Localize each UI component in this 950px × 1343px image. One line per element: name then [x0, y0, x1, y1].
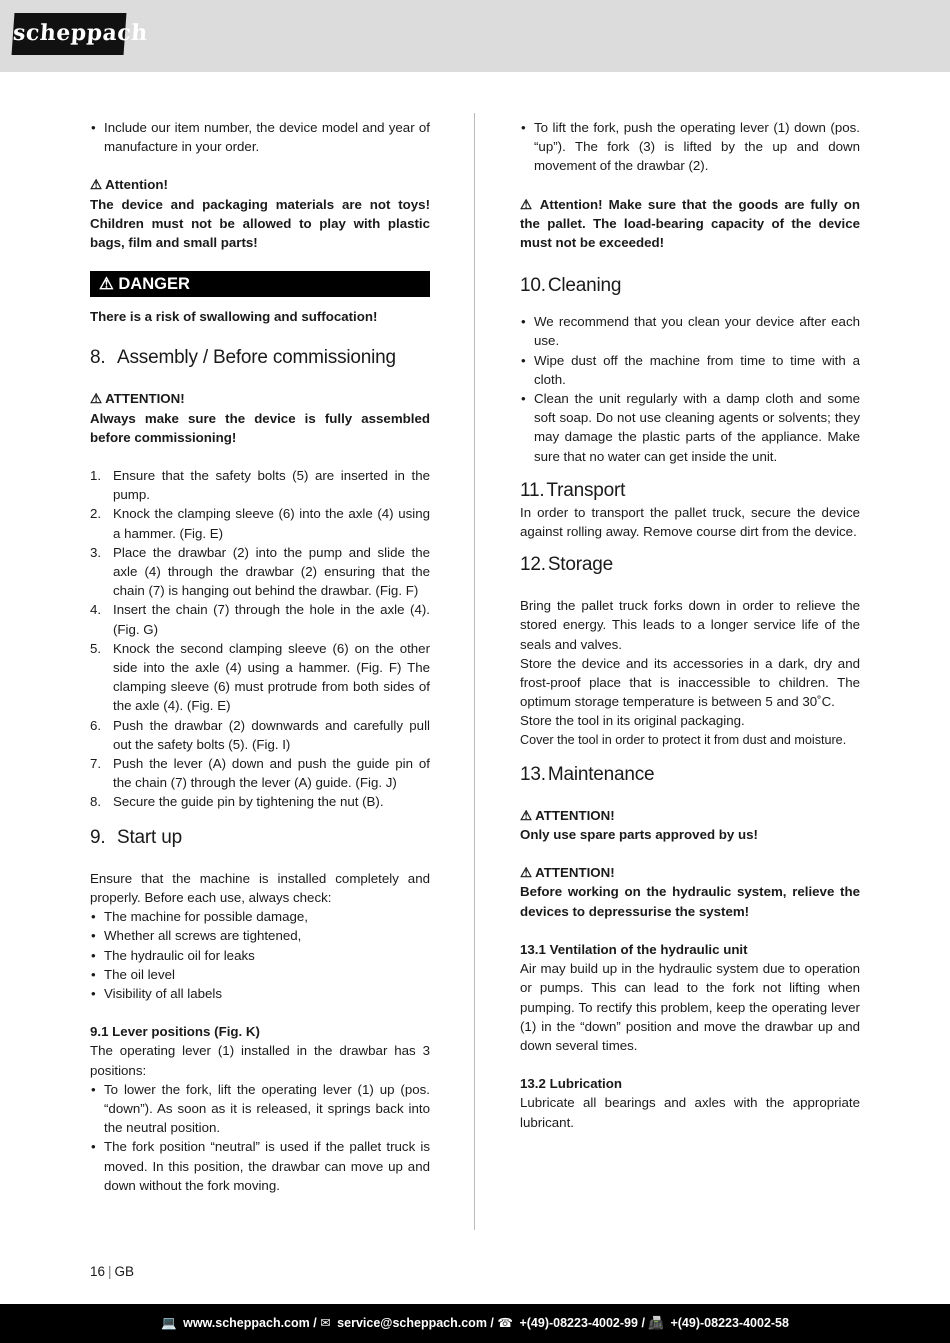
website-link[interactable]: www.scheppach.com — [183, 1316, 310, 1330]
subsection-title: 9.1 Lever positions (Fig. K) — [90, 1024, 260, 1040]
attention-text: Before working on the hydraulic system, relieve the devices to depressurise the system! — [520, 884, 860, 919]
mail-icon: ✉ — [320, 1316, 331, 1330]
list-item: 4. Insert the chain (7) through the hole in the axle (4). (Fig. G) — [90, 602, 430, 637]
scheppach-logo: scheppach — [12, 13, 127, 55]
phone-icon: ☎ — [497, 1316, 513, 1330]
list-item: • Wipe dust off the machine from time to time with a cloth. — [520, 351, 860, 389]
section-heading-8: 8. Assembly / Before commissioning — [90, 347, 396, 369]
section-heading-13: 13. Maintenance — [520, 763, 655, 785]
list-item: 8. Secure the guide pin by tightening the nut (B). — [90, 794, 384, 810]
section-heading-12: 12. Storage — [520, 554, 613, 576]
intro-bullets — [90, 118, 430, 156]
list-item: 2. Knock the clamping sleeve (6) into the axle (4) using a hammer. (Fig. E) — [90, 506, 430, 541]
computer-icon: 💻 — [161, 1316, 177, 1330]
fax-number: +(49)-08223-4002-58 — [670, 1316, 789, 1330]
cleaning-bullets — [520, 312, 860, 466]
danger-text: There is a risk of swallowing and suffocation! — [90, 309, 378, 325]
attention-title: ⚠ ATTENTION! — [520, 807, 615, 823]
danger-banner: ⚠ DANGER — [90, 271, 430, 297]
list-item: • We recommend that you clean your device after each use. — [520, 312, 860, 350]
storage-text: Cover the tool in order to protect it from dust and moisture. — [520, 732, 847, 747]
list-item: • Whether all screws are tightened, — [90, 926, 430, 945]
page-footer: 💻 www.scheppach.com / ✉ service@scheppach.com / ☎ +(49)-08223-4002-99 / 📠 +(49)-08223-4002-58 — [0, 1304, 950, 1343]
transport-text: In order to transport the pallet truck, secure the device against rolling away. Remove course dirt from the device. — [520, 504, 860, 540]
assembly-steps — [90, 466, 430, 812]
startup-checks — [90, 907, 430, 1003]
section-heading-11: 11. Transport — [520, 479, 626, 501]
list-item: 7. Push the lever (A) down and push the guide pin of the chain (7) through the lever (A) guide. (Fig. J) — [90, 756, 430, 791]
section-heading-9: 9. Start up — [90, 826, 182, 848]
page-header — [0, 0, 950, 72]
list-item: • The hydraulic oil for leaks — [90, 946, 430, 965]
section-heading-10: 10. Cleaning — [520, 275, 622, 297]
list-item: • The machine for possible damage, — [90, 907, 430, 926]
column-divider — [474, 113, 475, 1230]
list-item: 6. Push the drawbar (2) downwards and carefully pull out the safety bolts (5). (Fig. I) — [90, 717, 430, 752]
attention-title: ⚠ ATTENTION! — [520, 865, 615, 881]
storage-text: Bring the pallet truck forks down in order to relieve the stored energy. This leads to a longer service life of the seals and valves. — [520, 598, 860, 652]
subsection-text: Air may build up in the hydraulic system due to operation or pumps. This can lead to the fork not lifting when pumping. To rectify this problem, keep the operating lever (1) in the “down” position and move the drawbar up and down several times. — [520, 961, 860, 1053]
list-item: • The oil level — [90, 965, 430, 984]
list-item: 1. Ensure that the safety bolts (5) are inserted in the pump. — [90, 468, 430, 503]
subsection-text: The operating lever (1) installed in the drawbar has 3 positions: — [90, 1043, 430, 1078]
right-column — [520, 118, 860, 1132]
subsection-title: 13.1 Ventilation of the hydraulic unit — [520, 941, 748, 957]
list-item: • To lift the fork, push the operating lever (1) down (pos. “up”). The fork (3) is lifted by the up and down movement of the drawbar (2). — [520, 118, 860, 176]
startup-intro: Ensure that the machine is installed completely and properly. Before each use, always check: — [90, 870, 430, 905]
list-item: • Visibility of all labels — [90, 984, 430, 1003]
storage-text: Store the device and its accessories in a dark, dry and frost-proof place that is inaccessible to children. The optimum storage temperature is between 5 and 30˚C. — [520, 655, 860, 710]
subsection-text: Lubricate all bearings and axles with the appropriate lubricant. — [520, 1095, 860, 1130]
list-item: • To lower the fork, lift the operating lever (1) up (pos. “down”). As soon as it is released, it springs back into the neutral position. — [90, 1080, 430, 1138]
attention-text: Always make sure the device is fully assembled before commissioning! — [90, 410, 430, 445]
subsection-title: 13.2 Lubrication — [520, 1076, 622, 1092]
attention-title: ⚠ Attention! — [90, 177, 168, 193]
phone-number: +(49)-08223-4002-99 — [519, 1316, 638, 1330]
storage-text: Store the tool in its original packaging. — [520, 713, 745, 729]
list-item: 5. Knock the second clamping sleeve (6) on the other side into the axle (4) using a hammer. (Fig. F) The clamping sleeve (6) must protrude from both sides of the axle (4). (Fig. E) — [90, 640, 430, 714]
lever-positions — [90, 1080, 430, 1195]
fax-icon: 📠 — [648, 1316, 664, 1330]
email-link[interactable]: service@scheppach.com — [337, 1316, 487, 1330]
list-item: • The fork position “neutral” is used if the pallet truck is moved. In this position, the drawbar can move up and down without the fork moving. — [90, 1137, 430, 1195]
lift-bullets — [520, 118, 860, 176]
attention-text: ⚠ Attention! Make sure that the goods are fully on the pallet. The load-bearing capacity of the device must not be exceeded! — [520, 196, 860, 251]
list-item: 3. Place the drawbar (2) into the pump and slide the axle (4) through the drawbar (2) ensuring that the chain (7) is hanging out behind the drawbar. (Fig. F) — [90, 544, 430, 599]
page-number: 16 | GB — [90, 1264, 135, 1279]
attention-title: ⚠ ATTENTION! — [90, 391, 185, 407]
left-column — [90, 118, 430, 1195]
list-item: • Clean the unit regularly with a damp cloth and some soft soap. Do not use cleaning agents or solvents; they may damage the plastic parts of the appliance. Make sure that no water can get inside the unit. — [520, 389, 860, 466]
attention-text: The device and packaging materials are not toys! Children must not be allowed to play with plastic bags, film and small parts! — [90, 196, 430, 251]
list-item: • Include our item number, the device model and year of manufacture in your order. — [90, 118, 430, 156]
attention-text: Only use spare parts approved by us! — [520, 827, 758, 843]
